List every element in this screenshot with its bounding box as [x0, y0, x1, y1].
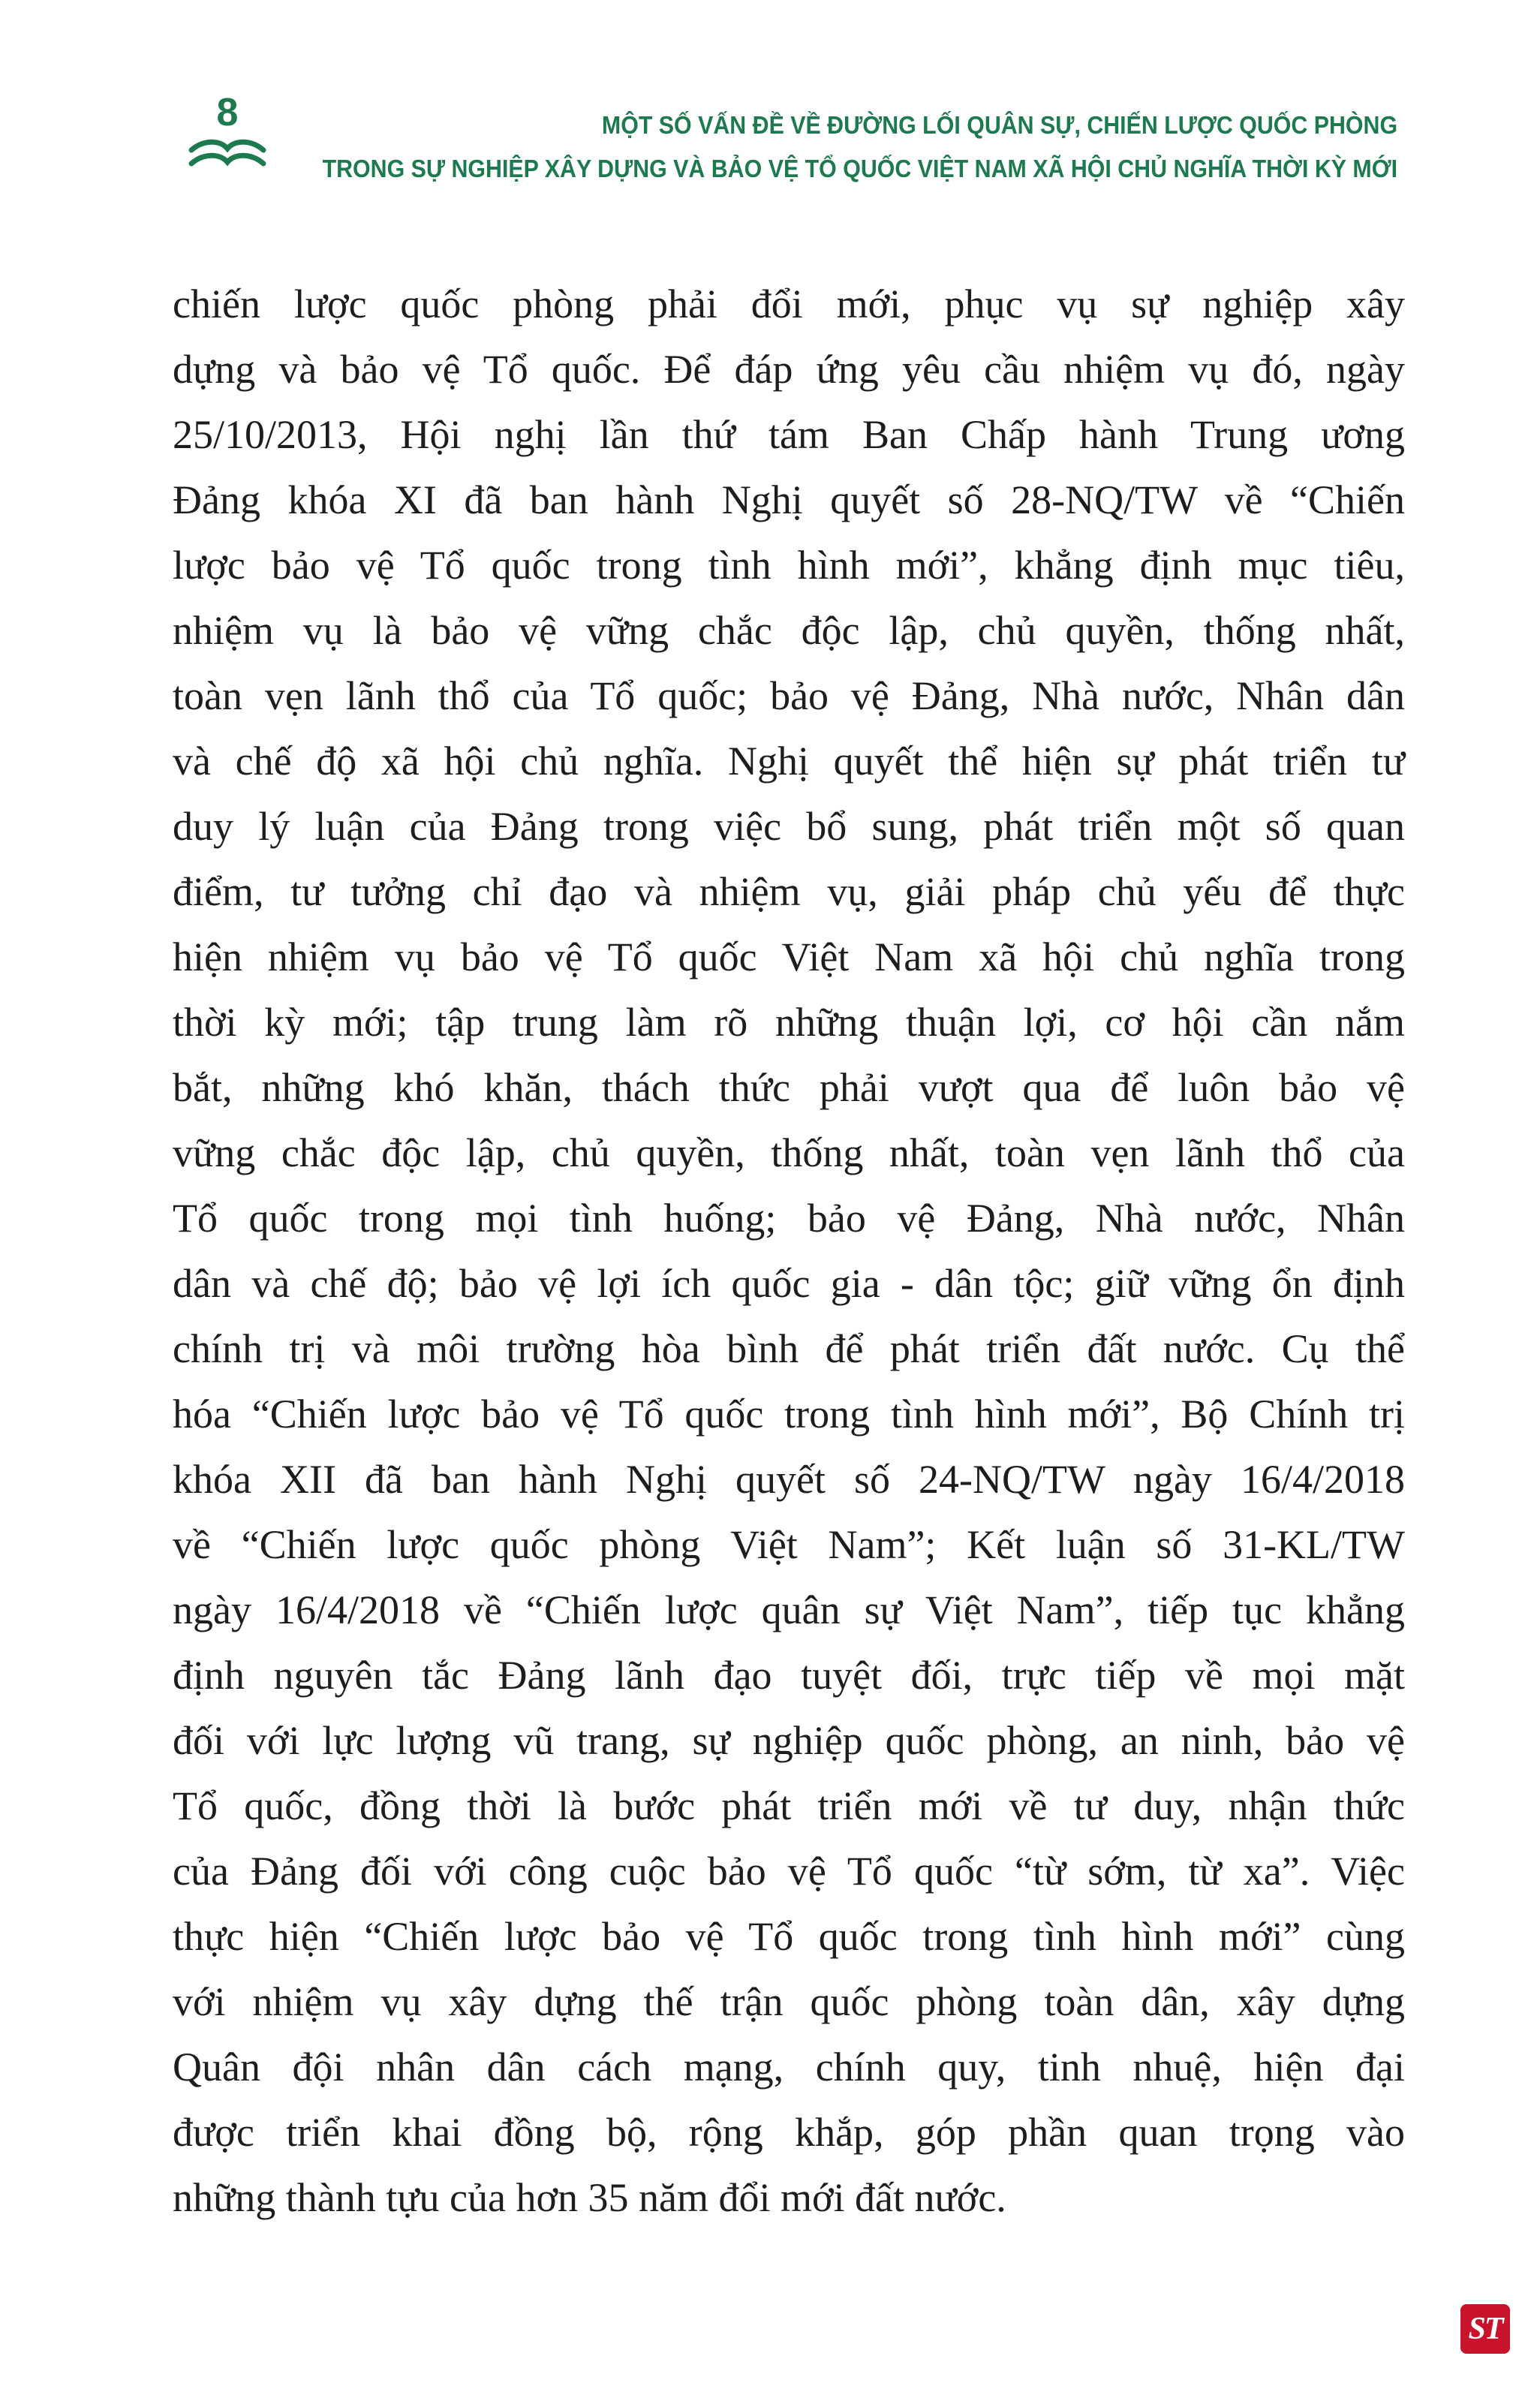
text-line: lược bảo vệ Tổ quốc trong tình hình mới”, khẳng định mục tiêu,	[173, 543, 1405, 588]
running-title-line2: TRONG SỰ NGHIỆP XÂY DỰNG VÀ BẢO VỆ TỔ QUỐC VIỆT NAM XÃ HỘI CHỦ NGHĨA THỜI KỲ MỚI	[322, 155, 1397, 182]
page-number: 8	[216, 91, 239, 134]
running-title	[323, 104, 1397, 191]
text-line: đối với lực lượng vũ trang, sự nghiệp quốc phòng, an ninh, bảo vệ	[173, 1718, 1405, 1763]
text-line: thực hiện “Chiến lược bảo vệ Tổ quốc trong tình hình mới” cùng	[173, 1914, 1405, 1959]
text-line: với nhiệm vụ xây dựng thế trận quốc phòng toàn dân, xây dựng	[173, 1979, 1405, 2024]
publisher-logo	[1460, 2304, 1510, 2354]
text-line: thời kỳ mới; tập trung làm rõ những thuận lợi, cơ hội cần nắm	[173, 1000, 1405, 1045]
body-text	[173, 272, 1405, 2231]
text-line: bắt, những khó khăn, thách thức phải vượt qua để luôn bảo vệ	[173, 1065, 1405, 1110]
text-line: hiện nhiệm vụ bảo vệ Tổ quốc Việt Nam xã hội chủ nghĩa trong	[173, 934, 1405, 979]
text-line: Tổ quốc trong mọi tình huống; bảo vệ Đảng, Nhà nước, Nhân	[173, 1196, 1405, 1241]
text-line: và chế độ xã hội chủ nghĩa. Nghị quyết thể hiện sự phát triển tư	[173, 739, 1405, 784]
text-line: Tổ quốc, đồng thời là bước phát triển mới về tư duy, nhận thức	[173, 1783, 1405, 1828]
open-book-icon	[188, 137, 266, 180]
text-line: chiến lược quốc phòng phải đổi mới, phục vụ sự nghiệp xây	[173, 281, 1405, 326]
text-line: Quân đội nhân dân cách mạng, chính quy, tinh nhuệ, hiện đại	[173, 2044, 1405, 2090]
text-line: toàn vẹn lãnh thổ của Tổ quốc; bảo vệ Đảng, Nhà nước, Nhân dân	[173, 673, 1405, 718]
text-line: của Đảng đối với công cuộc bảo vệ Tổ quốc “từ sớm, từ xa”. Việc	[173, 1849, 1405, 1894]
text-line: ngày 16/4/2018 về “Chiến lược quân sự Việt Nam”, tiếp tục khẳng	[173, 1587, 1405, 1632]
text-line: được triển khai đồng bộ, rộng khắp, góp phần quan trọng vào	[173, 2110, 1405, 2155]
text-line: chính trị và môi trường hòa bình để phát triển đất nước. Cụ thể	[173, 1326, 1405, 1371]
text-line: dân và chế độ; bảo vệ lợi ích quốc gia - dân tộc; giữ vững ổn định	[173, 1261, 1405, 1306]
text-line: những thành tựu của hơn 35 năm đổi mới đất nước.	[173, 2175, 1006, 2220]
text-line: Đảng khóa XI đã ban hành Nghị quyết số 28-NQ/TW về “Chiến	[173, 477, 1405, 522]
text-line: điểm, tư tưởng chỉ đạo và nhiệm vụ, giải pháp chủ yếu để thực	[173, 869, 1405, 914]
text-line: định nguyên tắc Đảng lãnh đạo tuyệt đối, trực tiếp về mọi mặt	[173, 1653, 1405, 1698]
text-line: khóa XII đã ban hành Nghị quyết số 24-NQ/TW ngày 16/4/2018	[173, 1457, 1405, 1502]
publisher-logo-text: ST	[1468, 2312, 1502, 2346]
text-line: nhiệm vụ là bảo vệ vững chắc độc lập, chủ quyền, thống nhất,	[173, 608, 1405, 653]
text-line: dựng và bảo vệ Tổ quốc. Để đáp ứng yêu cầu nhiệm vụ đó, ngày	[173, 347, 1405, 392]
running-title-line1: MỘT SỐ VẤN ĐỀ VỀ ĐƯỜNG LỐI QUÂN SỰ, CHIẾN LƯỢC QUỐC PHÒNG	[601, 111, 1397, 139]
text-line: duy lý luận của Đảng trong việc bổ sung, phát triển một số quan	[173, 804, 1405, 849]
text-line: hóa “Chiến lược bảo vệ Tổ quốc trong tình hình mới”, Bộ Chính trị	[173, 1392, 1405, 1437]
page-number-block	[186, 92, 269, 180]
text-line: 25/10/2013, Hội nghị lần thứ tám Ban Chấp hành Trung ương	[173, 412, 1405, 457]
text-line: vững chắc độc lập, chủ quyền, thống nhất, toàn vẹn lãnh thổ của	[173, 1130, 1405, 1175]
text-line: về “Chiến lược quốc phòng Việt Nam”; Kết luận số 31-KL/TW	[173, 1522, 1405, 1567]
